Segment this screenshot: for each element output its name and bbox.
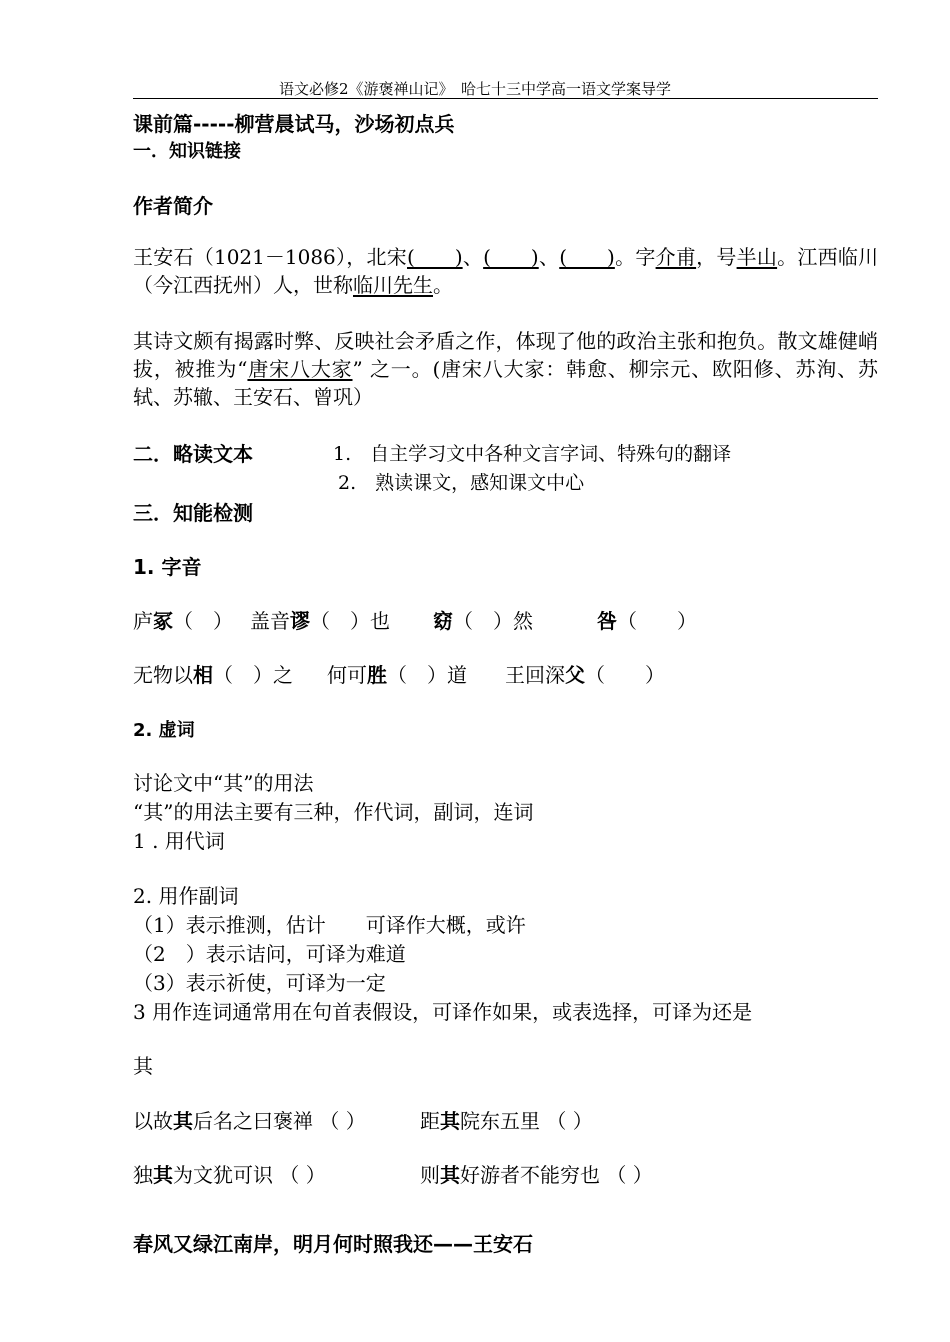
part2-item-1: 1. 自主学习文中各种文言字词、特殊句的翻译	[333, 443, 732, 465]
pronunciation-item	[133, 659, 293, 688]
item-prefix: 无物以	[133, 663, 193, 687]
function-words-line: 1 . 用代词	[133, 829, 225, 853]
qi-exercise	[420, 1105, 593, 1134]
poetry-text-2: ” 之一。(唐宋八大家：韩愈、柳宗元、欧阳修、苏洵、苏轼、苏辙、王安石、曾巩）	[133, 357, 878, 409]
dynasty-blank-3: ( )	[559, 245, 615, 269]
author-heading: 作者简介	[133, 194, 213, 218]
pronunciation-item	[597, 605, 697, 634]
header-divider	[133, 98, 878, 99]
part3-heading: 三．知能检测	[133, 501, 253, 525]
page-header: 语文必修2《游褒禅山记》 哈七十三中学高一语文学案导学	[278, 80, 672, 98]
function-words-line: （3）表示祈使，可译为一定	[133, 971, 386, 995]
target-char: 父	[565, 663, 585, 687]
answer-blank: （ ）	[585, 663, 665, 687]
answer-blank: （ ）也	[310, 609, 390, 633]
exercise-suffix: 后名之曰褒禅 （ ）	[193, 1109, 366, 1133]
function-words-line: 2. 用作副词	[133, 884, 239, 908]
item-prefix: 何可	[327, 663, 367, 687]
part2-item-2: 2. 熟读课文，感知课文中心	[338, 472, 585, 494]
honorific-name: 临川先生	[353, 273, 433, 297]
item-prefix: 庐	[133, 609, 153, 633]
exercise-prefix: 以故	[133, 1109, 173, 1133]
function-words-line: 讨论文中“其”的用法	[133, 771, 314, 795]
pronunciation-item	[250, 605, 390, 634]
pen-name: 半山	[736, 245, 778, 269]
pronunciation-item	[327, 659, 467, 688]
answer-blank: （ ）道	[387, 663, 467, 687]
function-words-line: （2 ）表示诘问，可译为难道	[133, 942, 406, 966]
target-char: 谬	[290, 609, 310, 633]
qi-label: 其	[133, 1054, 153, 1078]
bio-separator: 、	[538, 245, 560, 269]
target-char: 相	[193, 663, 213, 687]
exercise-suffix: 为文犹可识 （ ）	[173, 1163, 326, 1187]
exercise-prefix: 独	[133, 1163, 153, 1187]
function-words-line: “其”的用法主要有三种，作代词，副词，连词	[133, 800, 534, 824]
exercise-suffix: 院东五里 （ ）	[460, 1109, 593, 1133]
poetry-text-1: 其诗文颇有揭露时弊、反映社会矛盾之作，体现了他的政治主张和抱负。散文雄健峭拔，被推为“	[133, 329, 878, 381]
dynasty-blank-1: ( )	[407, 245, 463, 269]
bio-text-4: 。江西临川（今江西抚州）人，世称	[133, 245, 879, 297]
bio-text-5: 。	[433, 273, 453, 297]
pronunciation-item	[133, 605, 233, 634]
exercise-prefix: 距	[420, 1109, 440, 1133]
function-words-heading: 2. 虚词	[133, 720, 195, 741]
courtesy-name: 介甫	[655, 245, 697, 269]
target-char: 其	[440, 1109, 460, 1133]
qi-exercise	[420, 1159, 653, 1188]
target-char: 其	[440, 1163, 460, 1187]
answer-blank: （ ）	[617, 609, 697, 633]
item-prefix: 王回深	[505, 663, 565, 687]
answer-blank: （ ）之	[213, 663, 293, 687]
bio-text-1: 王安石（1021－1086），北宋	[133, 245, 408, 269]
target-char: 窈	[433, 609, 453, 633]
bio-text-3: ，号	[696, 245, 737, 269]
poetry-paragraph	[133, 327, 878, 411]
pronunciation-heading: 1. 字音	[133, 555, 202, 579]
closing-quote: 春风又绿江南岸，明月何时照我还——王安石	[133, 1232, 533, 1256]
part1-heading: 一．知识链接	[133, 141, 241, 162]
function-words-line: （1）表示推测，估计 可译作大概，或许	[133, 913, 526, 937]
dynasty-blank-2: ( )	[483, 245, 539, 269]
bio-text-2: 。字	[614, 245, 656, 269]
target-char: 冢	[153, 609, 173, 633]
function-words-line: 3 用作连词通常用在句首表假设，可译作如果，或表选择，可译为还是	[133, 1000, 753, 1024]
pronunciation-item	[433, 605, 533, 634]
item-prefix: 盖音	[250, 609, 290, 633]
section-title: 课前篇-----柳营晨试马，沙场初点兵	[133, 112, 455, 136]
target-char: 咎	[597, 609, 617, 633]
bio-separator: 、	[462, 245, 484, 269]
author-bio	[133, 243, 878, 299]
qi-exercise	[133, 1105, 366, 1134]
exercise-prefix: 则	[420, 1163, 440, 1187]
exercise-suffix: 好游者不能穷也 （ ）	[460, 1163, 653, 1187]
target-char: 胜	[367, 663, 387, 687]
answer-blank: （ ）	[173, 609, 233, 633]
target-char: 其	[153, 1163, 173, 1187]
pronunciation-item	[505, 659, 665, 688]
eight-masters: 唐宋八大家	[247, 357, 353, 381]
target-char: 其	[173, 1109, 193, 1133]
qi-exercise	[133, 1159, 326, 1188]
part2-heading: 二．略读文本	[133, 442, 253, 466]
answer-blank: （ ）然	[453, 609, 533, 633]
